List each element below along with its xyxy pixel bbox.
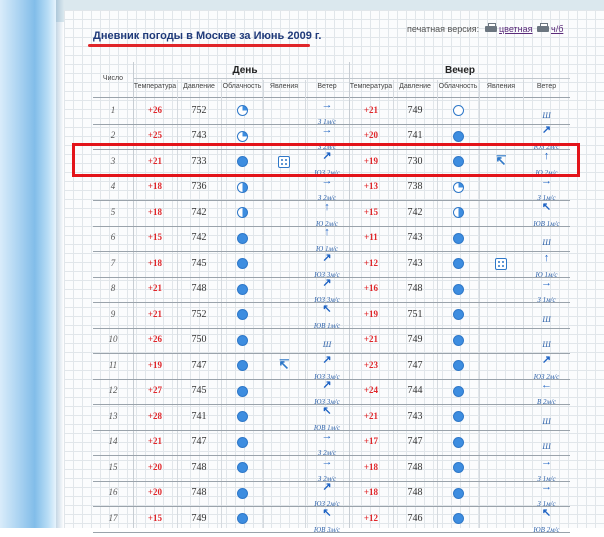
- day-temperature: +18: [147, 181, 163, 192]
- wind-evening: [523, 436, 570, 454]
- wind-speed: ЮВ 3м/с: [313, 525, 341, 534]
- printer-icon: [537, 23, 549, 33]
- evening-pressure: 748: [407, 283, 423, 295]
- header-day-wind: Ветер: [317, 83, 337, 90]
- header-day-cloudiness: Облачность: [222, 83, 262, 90]
- day-temperature: +27: [147, 385, 163, 396]
- wind-arrow-icon: ↖: [322, 404, 332, 417]
- cloudiness-icon: [237, 258, 248, 269]
- wind-arrow-icon: ↑: [324, 226, 330, 239]
- day-number: 1: [110, 104, 116, 115]
- wind-evening: [523, 334, 570, 352]
- print-color-link[interactable]: цветная: [499, 24, 533, 34]
- wind-arrow-icon: ↑: [543, 149, 550, 162]
- cloudiness-icon: [453, 284, 464, 295]
- wind-speed: З 2м/с: [317, 474, 337, 483]
- wind-speed: ЮВ 1м/с: [313, 321, 341, 330]
- wind-speed: З 1м/с: [537, 500, 556, 509]
- wind-arrow-icon: ↖: [541, 200, 552, 213]
- evening-pressure: 751: [407, 308, 423, 320]
- evening-pressure: 749: [407, 334, 423, 346]
- evening-temperature: +15: [363, 206, 379, 217]
- header-day-temperature: Температура: [133, 83, 177, 90]
- thunder-icon: ↸: [495, 152, 507, 168]
- print-bw-link[interactable]: ч/б: [551, 24, 564, 34]
- cloudiness-icon: [237, 233, 248, 244]
- day-number: 9: [110, 308, 116, 319]
- wind-arrow-icon: →: [541, 175, 552, 188]
- wind-speed: Ю 2м/с: [316, 219, 338, 228]
- cloudiness-icon: [237, 360, 248, 371]
- cloudiness-icon: [453, 437, 464, 448]
- day-pressure: 747: [191, 359, 207, 371]
- day-temperature: +20: [147, 487, 163, 498]
- header-day-number: Число: [102, 75, 124, 82]
- day-temperature: +26: [147, 104, 163, 115]
- day-temperature: +18: [147, 206, 163, 217]
- wind-evening: [523, 105, 570, 123]
- day-temperature: +19: [147, 359, 163, 370]
- evening-temperature: +21: [363, 334, 379, 345]
- day-temperature: +18: [147, 257, 163, 268]
- wind-speed: Ш: [542, 238, 551, 248]
- wind-speed: ЮЗ 3м/с: [314, 372, 340, 381]
- highlight-box-row-3: [72, 143, 580, 177]
- evening-temperature: +21: [363, 410, 379, 421]
- wind-speed: З 1м/с: [537, 474, 556, 483]
- day-number: 16: [108, 487, 118, 498]
- wind-speed: Ю 1м/с: [316, 245, 338, 254]
- evening-temperature: +19: [363, 308, 379, 319]
- evening-temperature: +23: [363, 359, 379, 370]
- day-pressure: 749: [191, 512, 207, 524]
- wind-speed: ЮЗ 3м/с: [314, 398, 340, 407]
- evening-temperature: +12: [363, 257, 379, 268]
- cloudiness-icon: [453, 258, 464, 269]
- day-pressure: 742: [191, 206, 207, 218]
- day-number: 3: [110, 155, 116, 166]
- wind-speed: ЮВ 1м/с: [533, 219, 560, 228]
- day-number: 2: [110, 130, 116, 141]
- cloudiness-icon: [453, 462, 464, 473]
- cloudiness-icon: [453, 360, 464, 371]
- cloudiness-icon: [453, 488, 464, 499]
- day-pressure: 748: [191, 487, 207, 499]
- wind-arrow-icon: →: [541, 481, 552, 494]
- evening-temperature: +16: [363, 283, 379, 294]
- day-number: 15: [108, 461, 118, 472]
- wind-speed: ЮЗ 2м/с: [533, 143, 560, 152]
- wind-evening: [523, 232, 570, 250]
- header-evening-pressure: Давление: [399, 83, 431, 90]
- wind-evening: [523, 508, 570, 537]
- evening-temperature: +20: [363, 130, 379, 141]
- day-temperature: +21: [147, 436, 163, 447]
- evening-pressure: 746: [407, 512, 423, 524]
- printer-icon: [485, 23, 497, 33]
- evening-pressure: 743: [407, 257, 423, 269]
- wind-speed: З 1м/с: [537, 296, 556, 305]
- day-number: 13: [108, 410, 118, 421]
- evening-pressure: 743: [407, 410, 423, 422]
- evening-pressure: 742: [407, 206, 423, 218]
- wind-arrow-icon: →: [321, 98, 333, 111]
- evening-pressure: 741: [407, 130, 423, 142]
- wind-arrow-icon: →: [541, 455, 552, 468]
- cloudiness-icon: [237, 131, 248, 142]
- wind-speed: З 2м/с: [317, 194, 337, 203]
- wind-speed: Ю 1м/с: [535, 270, 558, 279]
- wind-arrow-icon: ↗: [322, 481, 332, 494]
- wind-arrow-icon: ↖: [541, 506, 552, 519]
- wind-speed: ЮЗ 3м/с: [314, 270, 340, 279]
- wind-speed: Ю 2м/с: [535, 168, 558, 177]
- cloudiness-icon: [237, 462, 248, 473]
- day-pressure: 743: [191, 130, 207, 142]
- cloudiness-icon: [237, 437, 248, 448]
- evening-pressure: 730: [407, 155, 423, 167]
- cloudiness-icon: [237, 513, 248, 524]
- wind-arrow-icon: →: [321, 124, 333, 137]
- day-number: 6: [110, 232, 116, 243]
- wind-arrow-icon: →: [321, 455, 333, 468]
- evening-pressure: 748: [407, 487, 423, 499]
- day-pressure: 745: [191, 257, 207, 269]
- wind-arrow-icon: →: [541, 277, 552, 290]
- evening-pressure: 744: [407, 385, 423, 397]
- wind-speed: ЮЗ 2м/с: [314, 500, 340, 509]
- cloudiness-icon: [453, 309, 464, 320]
- evening-temperature: +21: [363, 104, 379, 115]
- wind-day: [305, 508, 349, 537]
- evening-temperature: +18: [363, 487, 379, 498]
- wind-arrow-icon: ↗: [541, 124, 552, 137]
- wind-arrow-icon: ↗: [322, 353, 332, 366]
- header-evening-cloudiness: Облачность: [438, 83, 478, 90]
- day-number: 11: [108, 359, 118, 370]
- header-bottom-rule: [93, 97, 570, 98]
- cloudiness-icon: [237, 488, 248, 499]
- wind-arrow-icon: ↖: [322, 302, 332, 315]
- wind-day: [305, 334, 349, 352]
- wind-arrow-icon: ↑: [543, 251, 550, 264]
- wind-speed: Ш: [542, 416, 551, 426]
- wind-evening: [523, 202, 570, 231]
- day-pressure: 741: [191, 410, 207, 422]
- header-day-phenomena: Явления: [269, 83, 299, 90]
- cloudiness-icon: [453, 513, 464, 524]
- header-evening-wind: Ветер: [536, 83, 557, 90]
- wind-speed: Ш: [542, 314, 551, 324]
- cloudiness-icon: [453, 411, 464, 422]
- evening-temperature: +18: [363, 461, 379, 472]
- scroll-roll-decoration: [0, 0, 56, 528]
- day-number: 17: [108, 512, 118, 523]
- day-number: 7: [110, 257, 116, 268]
- evening-temperature: +13: [363, 181, 379, 192]
- evening-temperature: +11: [364, 232, 378, 243]
- scroll-shadow: [56, 0, 64, 528]
- day-pressure: 748: [191, 283, 207, 295]
- wind-speed: Ш: [542, 340, 551, 350]
- day-number: 14: [108, 436, 118, 447]
- thunder-icon: ↸: [278, 356, 290, 372]
- header-divider: [133, 78, 570, 79]
- cloudiness-icon: [237, 207, 248, 218]
- day-temperature: +21: [147, 283, 163, 294]
- day-temperature: +21: [147, 155, 163, 166]
- day-number: 10: [108, 334, 118, 345]
- day-pressure: 748: [191, 461, 207, 473]
- header-day-group: День: [232, 65, 258, 76]
- wind-arrow-icon: ↑: [324, 200, 330, 213]
- day-number: 5: [110, 206, 116, 217]
- title-underline: [88, 44, 310, 47]
- cloudiness-icon: [237, 105, 248, 116]
- cloudiness-icon: [237, 335, 248, 346]
- wind-arrow-icon: ↗: [322, 379, 332, 392]
- evening-pressure: 747: [407, 359, 423, 371]
- evening-pressure: 738: [407, 181, 423, 193]
- evening-temperature: +17: [363, 436, 379, 447]
- wind-arrow-icon: →: [321, 175, 333, 188]
- wind-evening: [523, 309, 570, 327]
- day-pressure: 747: [191, 436, 207, 448]
- day-pressure: 742: [191, 232, 207, 244]
- wind-speed: ЮЗ 2м/с: [533, 372, 560, 381]
- evening-temperature: +12: [363, 512, 379, 523]
- evening-pressure: 747: [407, 436, 423, 448]
- wind-arrow-icon: ↗: [541, 353, 552, 366]
- cloudiness-icon: [237, 284, 248, 295]
- wind-speed: З 1м/с: [537, 194, 556, 203]
- wind-speed: З 2м/с: [317, 143, 337, 152]
- wind-speed: Ш: [542, 110, 551, 120]
- wind-speed: ЮЗ 3м/с: [314, 296, 340, 305]
- wind-day: [305, 304, 349, 333]
- day-number: 4: [110, 181, 116, 192]
- wind-arrow-icon: ↗: [322, 149, 332, 162]
- wind-speed: ЮВ 1м/с: [313, 423, 341, 432]
- wind-arrow-icon: ↖: [322, 506, 332, 519]
- cloudiness-icon: [237, 309, 248, 320]
- day-number: 8: [110, 283, 116, 294]
- wind-evening: [523, 380, 570, 409]
- page-title: Дневник погоды в Москве за Июнь 2009 г.: [93, 30, 322, 42]
- day-pressure: 752: [191, 308, 207, 320]
- wind-arrow-icon: ↗: [322, 251, 332, 264]
- cloudiness-icon: [237, 182, 248, 193]
- wind-evening: [523, 278, 570, 307]
- evening-temperature: +19: [363, 155, 379, 166]
- wind-speed: ЮЗ 2м/с: [314, 168, 340, 177]
- evening-pressure: 748: [407, 461, 423, 473]
- day-pressure: 745: [191, 385, 207, 397]
- day-temperature: +21: [147, 308, 163, 319]
- day-pressure: 733: [191, 155, 207, 167]
- cloudiness-icon: [453, 207, 464, 218]
- cloudiness-icon: [237, 411, 248, 422]
- rain-icon: [495, 258, 507, 270]
- wind-speed: З 1м/с: [317, 117, 337, 126]
- evening-temperature: +24: [363, 385, 379, 396]
- wind-speed: ЮВ 2м/с: [533, 525, 560, 534]
- header-evening-temperature: Температура: [349, 83, 393, 90]
- cloudiness-icon: [453, 131, 464, 142]
- header-evening-phenomena: Явления: [486, 83, 516, 90]
- day-pressure: 750: [191, 334, 207, 346]
- cloudiness-icon: [453, 105, 464, 116]
- header-evening-group: Вечер: [444, 65, 475, 76]
- wind-arrow-icon: ←: [541, 379, 552, 392]
- wind-speed: В 2м/с: [536, 398, 557, 407]
- print-version-label: печатная версия:: [407, 24, 480, 34]
- wind-speed: Ш: [542, 442, 551, 452]
- day-pressure: 736: [191, 181, 207, 193]
- wind-arrow-icon: →: [321, 430, 333, 443]
- wind-speed: З 2м/с: [317, 449, 337, 458]
- day-number: 12: [108, 385, 118, 396]
- cloudiness-icon: [453, 335, 464, 346]
- wind-evening: [523, 411, 570, 429]
- day-pressure: 752: [191, 104, 207, 116]
- wind-arrow-icon: ↗: [322, 277, 332, 290]
- wind-speed: Ш: [322, 340, 332, 350]
- evening-pressure: 749: [407, 104, 423, 116]
- cloudiness-icon: [237, 386, 248, 397]
- cloudiness-icon: [453, 386, 464, 397]
- cloudiness-icon: [453, 233, 464, 244]
- day-temperature: +20: [147, 461, 163, 472]
- day-temperature: +15: [147, 232, 163, 243]
- day-temperature: +26: [147, 334, 163, 345]
- header-day-pressure: Давление: [183, 83, 215, 90]
- day-temperature: +28: [147, 410, 163, 421]
- cloudiness-icon: [453, 182, 464, 193]
- day-temperature: +25: [147, 130, 163, 141]
- evening-pressure: 743: [407, 232, 423, 244]
- day-temperature: +15: [147, 512, 163, 523]
